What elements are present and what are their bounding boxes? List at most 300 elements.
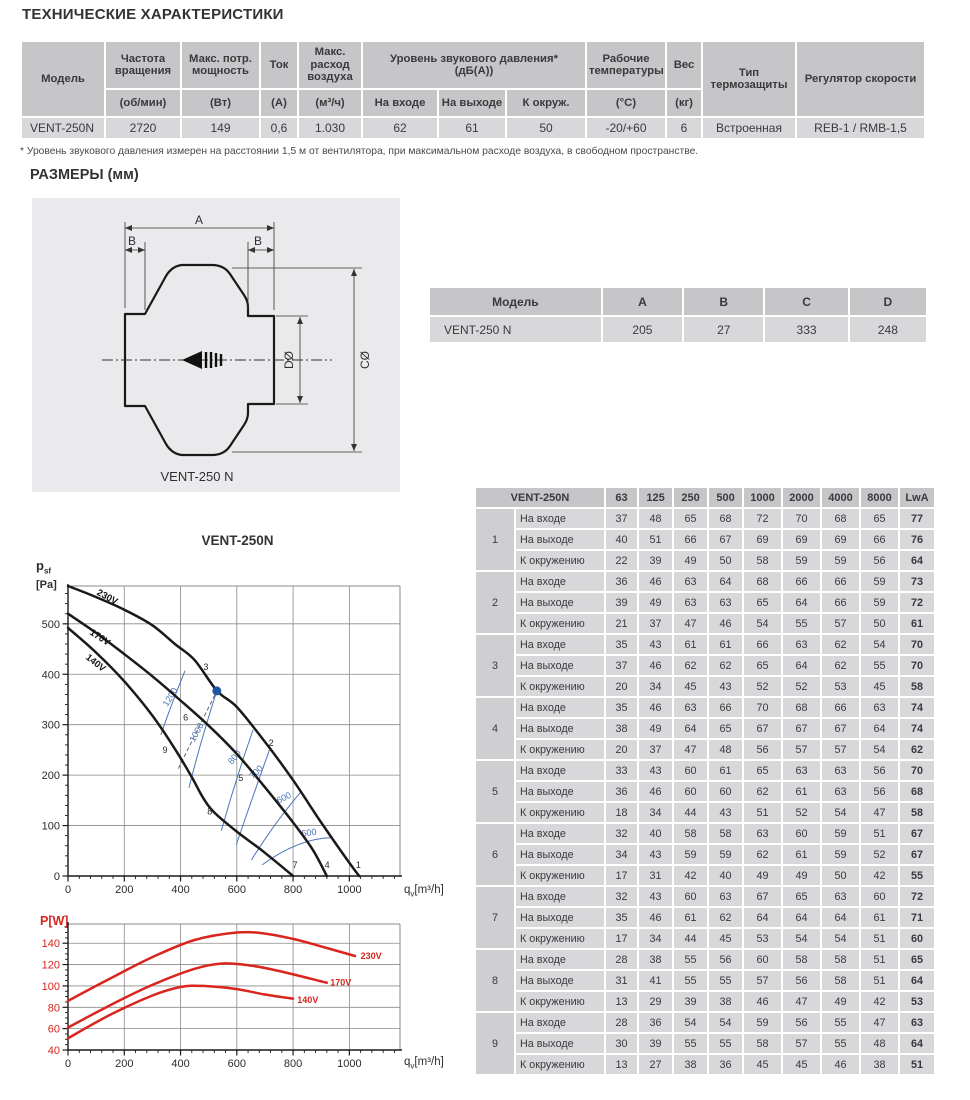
lwa-value: 68 — [900, 782, 934, 801]
measurement-label: На выходе — [516, 530, 604, 549]
freq-header: 1000 — [744, 488, 781, 507]
level-value: 65 — [744, 593, 781, 612]
level-value: 64 — [822, 908, 859, 927]
level-value: 46 — [744, 992, 781, 1011]
acoustic-row — [476, 971, 934, 990]
measurement-label: На входе — [516, 509, 604, 528]
level-value: 47 — [861, 803, 898, 822]
level-value: 32 — [606, 887, 637, 906]
level-value: 40 — [709, 866, 742, 885]
acoustic-row — [476, 572, 934, 591]
y-tick-label: 100 — [41, 980, 60, 993]
measurement-label: На выходе — [516, 782, 604, 801]
fan-chart-title: VENT-250N — [201, 533, 274, 548]
level-value: 66 — [822, 593, 859, 612]
y-tick-label: 100 — [41, 820, 60, 833]
spec-value-weight: 6 — [667, 118, 701, 138]
level-value: 67 — [822, 719, 859, 738]
level-value: 69 — [744, 530, 781, 549]
level-value: 69 — [822, 530, 859, 549]
level-value: 61 — [709, 635, 742, 654]
level-value: 42 — [861, 866, 898, 885]
level-value: 70 — [783, 509, 820, 528]
acoustic-row — [476, 824, 934, 843]
level-value: 64 — [744, 908, 781, 927]
spec-unit-temp: (°С) — [587, 90, 665, 116]
level-value: 29 — [639, 992, 672, 1011]
dim-col-d: D — [850, 288, 926, 315]
level-value: 63 — [822, 782, 859, 801]
x-tick-label: 800 — [283, 1058, 303, 1070]
level-value: 63 — [674, 698, 707, 717]
measurement-label: На входе — [516, 1013, 604, 1032]
level-value: 66 — [861, 530, 898, 549]
level-value: 57 — [822, 740, 859, 759]
level-value: 60 — [709, 782, 742, 801]
measurement-label: На входе — [516, 950, 604, 969]
measurement-label: На выходе — [516, 593, 604, 612]
level-value: 56 — [744, 740, 781, 759]
level-value: 47 — [783, 992, 820, 1011]
x-tick-label: 800 — [283, 884, 303, 896]
level-value: 72 — [744, 509, 781, 528]
level-value: 59 — [783, 551, 820, 570]
level-value: 57 — [783, 1034, 820, 1053]
lwa-value: 60 — [900, 929, 934, 948]
level-value: 58 — [744, 1034, 781, 1053]
level-value: 61 — [783, 845, 820, 864]
level-value: 46 — [639, 698, 672, 717]
freq-header: 63 — [606, 488, 637, 507]
lwa-value: 72 — [900, 887, 934, 906]
level-value: 13 — [606, 1055, 637, 1074]
level-value: 63 — [674, 572, 707, 591]
level-value: 48 — [861, 1034, 898, 1053]
level-value: 65 — [744, 761, 781, 780]
level-value: 58 — [709, 824, 742, 843]
level-value: 44 — [674, 929, 707, 948]
group-number: 5 — [476, 761, 514, 822]
measurement-label: На входе — [516, 698, 604, 717]
operating-point-marker — [212, 686, 221, 695]
spec-col-thermal: Тип термозащиты — [703, 42, 795, 116]
lwa-value: 53 — [900, 992, 934, 1011]
level-value: 53 — [822, 677, 859, 696]
level-value: 58 — [674, 824, 707, 843]
airflow-axis-label — [404, 884, 444, 898]
lwa-value: 70 — [900, 635, 934, 654]
footnote: * Уровень звукового давления измерен на расстоянии 1,5 м от вентилятора, при максимальном расходе воздуха, в свободном пространстве. — [20, 146, 699, 157]
rpm-contour-800 — [221, 730, 253, 831]
spec-value-model: VENT-250N — [22, 118, 104, 138]
level-value: 51 — [639, 530, 672, 549]
level-value: 37 — [606, 509, 637, 528]
level-value: 47 — [861, 1013, 898, 1032]
x-tick-label: 400 — [171, 884, 190, 896]
lwa-value: 72 — [900, 593, 934, 612]
level-value: 38 — [861, 1055, 898, 1074]
qv-sub: v — [410, 1061, 415, 1071]
dim-value-c: 333 — [765, 317, 847, 342]
level-value: 62 — [744, 782, 781, 801]
level-value: 43 — [639, 887, 672, 906]
lwa-value: 64 — [900, 1034, 934, 1053]
qv-base: q — [404, 884, 411, 896]
acoustic-header-row — [476, 488, 934, 507]
lwa-value: 70 — [900, 761, 934, 780]
dim-label-D: DØ — [282, 351, 296, 369]
measurement-label: К окружению — [516, 866, 604, 885]
level-value: 56 — [709, 950, 742, 969]
level-value: 58 — [744, 551, 781, 570]
level-value: 52 — [744, 677, 781, 696]
level-value: 50 — [822, 866, 859, 885]
qv-sub: v — [410, 889, 415, 899]
rpm-contour-label: 1000 — [187, 721, 206, 744]
lwa-value: 71 — [900, 908, 934, 927]
spec-value-power: 149 — [182, 118, 259, 138]
curve-170V — [68, 963, 327, 1027]
level-value: 56 — [861, 551, 898, 570]
noise-header-line1: Уровень звукового давления* — [390, 52, 558, 65]
level-value: 35 — [606, 698, 637, 717]
operating-point-4: 4 — [324, 859, 330, 870]
level-value: 65 — [674, 509, 707, 528]
spec-col-model: Модель — [22, 42, 104, 116]
level-value: 66 — [674, 530, 707, 549]
level-value: 64 — [783, 908, 820, 927]
level-value: 46 — [822, 1055, 859, 1074]
level-value: 34 — [639, 929, 672, 948]
x-tick-label: 1000 — [337, 884, 362, 896]
spec-value-noise-in: 62 — [363, 118, 437, 138]
curve-label-170V: 170V — [330, 977, 352, 988]
level-value: 62 — [674, 656, 707, 675]
level-value: 21 — [606, 614, 637, 633]
level-value: 46 — [709, 614, 742, 633]
level-value: 49 — [639, 719, 672, 738]
curve-170V — [68, 614, 327, 876]
spec-unit-power: (Вт) — [182, 90, 259, 116]
x-tick-label: 200 — [115, 884, 134, 896]
level-value: 46 — [639, 782, 672, 801]
lwa-value: 67 — [900, 824, 934, 843]
dimension-drawing-panel — [32, 198, 400, 492]
x-tick-label: 200 — [115, 1058, 134, 1070]
level-value: 69 — [783, 530, 820, 549]
level-value: 63 — [709, 887, 742, 906]
level-value: 48 — [639, 509, 672, 528]
dim-label-A: A — [194, 213, 204, 227]
level-value: 63 — [709, 593, 742, 612]
level-value: 57 — [822, 614, 859, 633]
level-value: 68 — [709, 509, 742, 528]
acoustic-row — [476, 1013, 934, 1032]
level-value: 60 — [674, 782, 707, 801]
measurement-label: На выходе — [516, 845, 604, 864]
airflow-axis-label-2 — [404, 1056, 444, 1070]
spec-col-weight: Вес — [667, 42, 701, 88]
spec-col-temp: Рабочие температуры — [587, 42, 665, 88]
level-value: 63 — [822, 887, 859, 906]
level-value: 43 — [639, 845, 672, 864]
level-value: 34 — [639, 803, 672, 822]
acoustic-row — [476, 509, 934, 528]
level-value: 43 — [639, 635, 672, 654]
level-value: 58 — [822, 950, 859, 969]
level-value: 38 — [709, 992, 742, 1011]
acoustic-row — [476, 719, 934, 738]
dim-B-left-lines — [125, 242, 145, 310]
level-value: 63 — [861, 698, 898, 717]
acoustic-row — [476, 677, 934, 696]
level-value: 32 — [606, 824, 637, 843]
operating-point-6: 6 — [183, 712, 189, 723]
rpm-contour-label: 800 — [225, 748, 244, 767]
dim-value-model: VENT-250 N — [430, 317, 601, 342]
dim-col-model: Модель — [430, 288, 601, 315]
freq-header: LwA — [900, 488, 934, 507]
level-value: 38 — [674, 1055, 707, 1074]
lwa-value: 65 — [900, 950, 934, 969]
spec-col-noise — [363, 42, 585, 88]
level-value: 66 — [744, 635, 781, 654]
acoustic-row — [476, 866, 934, 885]
lwa-value: 62 — [900, 740, 934, 759]
level-value: 63 — [674, 593, 707, 612]
level-value: 38 — [606, 719, 637, 738]
level-value: 59 — [861, 593, 898, 612]
level-value: 51 — [861, 929, 898, 948]
level-value: 54 — [861, 740, 898, 759]
spec-col-airflow: Макс. расход воздуха — [299, 42, 361, 88]
spec-value-airflow: 1.030 — [299, 118, 361, 138]
level-value: 62 — [709, 656, 742, 675]
acoustic-row — [476, 740, 934, 759]
lwa-value: 61 — [900, 614, 934, 633]
acoustic-row — [476, 551, 934, 570]
acoustic-row — [476, 782, 934, 801]
acoustic-row — [476, 593, 934, 612]
x-tick-label: 0 — [64, 884, 72, 896]
level-value: 36 — [606, 782, 637, 801]
level-value: 56 — [783, 971, 820, 990]
level-value: 51 — [861, 824, 898, 843]
level-value: 55 — [822, 1013, 859, 1032]
y-tick-label: 400 — [41, 669, 60, 682]
level-value: 36 — [606, 572, 637, 591]
level-value: 53 — [744, 929, 781, 948]
level-value: 36 — [639, 1013, 672, 1032]
acoustic-row — [476, 698, 934, 717]
level-value: 67 — [783, 719, 820, 738]
operating-point-3: 3 — [203, 662, 209, 673]
level-value: 20 — [606, 677, 637, 696]
level-value: 35 — [606, 635, 637, 654]
group-number: 9 — [476, 1013, 514, 1074]
measurement-label: К окружению — [516, 551, 604, 570]
lwa-value: 73 — [900, 572, 934, 591]
level-value: 49 — [674, 551, 707, 570]
level-value: 54 — [674, 1013, 707, 1032]
spec-value-noise-out: 61 — [439, 118, 505, 138]
qv-unit: [m³/h] — [414, 884, 444, 896]
level-value: 52 — [861, 845, 898, 864]
lwa-value: 63 — [900, 1013, 934, 1032]
spec-value-noise-amb: 50 — [507, 118, 585, 138]
level-value: 42 — [861, 992, 898, 1011]
spec-value-speed: 2720 — [106, 118, 180, 138]
level-value: 68 — [783, 698, 820, 717]
freq-header: 4000 — [822, 488, 859, 507]
rpm-contour-label: 600 — [274, 789, 293, 806]
level-value: 43 — [709, 677, 742, 696]
level-value: 59 — [822, 845, 859, 864]
level-value: 40 — [606, 530, 637, 549]
spec-sub-noise-in: На входе — [363, 90, 437, 116]
level-value: 60 — [674, 761, 707, 780]
level-value: 55 — [861, 656, 898, 675]
measurement-label: К окружению — [516, 1055, 604, 1074]
measurement-label: На выходе — [516, 908, 604, 927]
acoustic-row — [476, 803, 934, 822]
page-title: ТЕХНИЧЕСКИЕ ХАРАКТЕРИСТИКИ — [22, 6, 284, 23]
level-value: 37 — [639, 614, 672, 633]
level-value: 67 — [709, 530, 742, 549]
y-tick-label: 60 — [47, 1023, 60, 1036]
group-number: 4 — [476, 698, 514, 759]
level-value: 54 — [709, 1013, 742, 1032]
level-value: 35 — [606, 908, 637, 927]
level-value: 17 — [606, 929, 637, 948]
level-value: 56 — [861, 761, 898, 780]
curve-230V — [68, 932, 355, 1001]
level-value: 61 — [709, 761, 742, 780]
operating-point-1: 1 — [355, 859, 361, 870]
spec-value-regulator: REB-1 / RMB-1,5 — [797, 118, 924, 138]
group-number: 3 — [476, 635, 514, 696]
level-value: 45 — [861, 677, 898, 696]
y-tick-label: 80 — [47, 1002, 60, 1015]
dim-value-a: 205 — [603, 317, 682, 342]
level-value: 50 — [861, 614, 898, 633]
measurement-label: На входе — [516, 635, 604, 654]
level-value: 39 — [674, 992, 707, 1011]
level-value: 63 — [783, 761, 820, 780]
level-value: 66 — [709, 698, 742, 717]
level-value: 45 — [744, 1055, 781, 1074]
level-value: 65 — [783, 887, 820, 906]
level-value: 30 — [606, 1034, 637, 1053]
level-value: 66 — [822, 572, 859, 591]
lwa-value: 51 — [900, 1055, 934, 1074]
acoustic-model-header: VENT-250N — [476, 488, 604, 507]
curve-label-230V: 230V — [360, 951, 382, 962]
level-value: 39 — [639, 551, 672, 570]
level-value: 58 — [783, 950, 820, 969]
level-value: 52 — [783, 677, 820, 696]
operating-point-9: 9 — [162, 744, 168, 755]
measurement-label: К окружению — [516, 803, 604, 822]
level-value: 60 — [861, 887, 898, 906]
level-value: 54 — [783, 929, 820, 948]
level-value: 54 — [822, 929, 859, 948]
level-value: 70 — [744, 698, 781, 717]
acoustic-table — [474, 486, 936, 1076]
level-value: 49 — [639, 593, 672, 612]
level-value: 55 — [709, 1034, 742, 1053]
spec-col-speed: Частота вращения — [106, 42, 180, 88]
group-number: 8 — [476, 950, 514, 1011]
level-value: 46 — [639, 908, 672, 927]
spec-value-thermal: Встроенная — [703, 118, 795, 138]
level-value: 55 — [674, 1034, 707, 1053]
level-value: 38 — [639, 950, 672, 969]
y-tick-label: 40 — [47, 1045, 60, 1057]
level-value: 34 — [606, 845, 637, 864]
spec-unit-speed: (об/мин) — [106, 90, 180, 116]
acoustic-row — [476, 887, 934, 906]
level-value: 57 — [783, 740, 820, 759]
level-value: 45 — [709, 929, 742, 948]
level-value: 17 — [606, 866, 637, 885]
level-value: 47 — [674, 614, 707, 633]
dim-value-d: 248 — [850, 317, 926, 342]
level-value: 62 — [822, 656, 859, 675]
measurement-label: На входе — [516, 824, 604, 843]
spec-unit-current: (А) — [261, 90, 297, 116]
curve-label-140V: 140V — [297, 994, 319, 1005]
dimensions-table — [428, 286, 928, 344]
level-value: 49 — [822, 992, 859, 1011]
y-tick-label: 0 — [53, 871, 60, 883]
group-number: 6 — [476, 824, 514, 885]
acoustic-row — [476, 929, 934, 948]
level-value: 55 — [674, 950, 707, 969]
lwa-value: 77 — [900, 509, 934, 528]
level-value: 56 — [861, 782, 898, 801]
level-value: 55 — [674, 971, 707, 990]
dim-col-a: A — [603, 288, 682, 315]
level-value: 61 — [861, 908, 898, 927]
acoustic-row — [476, 656, 934, 675]
lwa-value: 74 — [900, 719, 934, 738]
operating-point-8: 8 — [207, 806, 213, 817]
measurement-label: К окружению — [516, 740, 604, 759]
qv-unit: [m³/h] — [414, 1056, 444, 1068]
level-value: 66 — [822, 698, 859, 717]
level-value: 51 — [744, 803, 781, 822]
dim-col-b: B — [684, 288, 763, 315]
y-tick-label: 300 — [41, 719, 60, 732]
level-value: 51 — [861, 950, 898, 969]
level-value: 64 — [674, 719, 707, 738]
x-tick-label: 1000 — [337, 1058, 362, 1070]
rpm-contour-label: 500 — [300, 826, 318, 839]
qv-base: q — [404, 1056, 411, 1068]
level-value: 68 — [822, 509, 859, 528]
level-value: 67 — [744, 887, 781, 906]
level-value: 68 — [744, 572, 781, 591]
curve-label-140V: 140V — [83, 652, 108, 675]
lwa-value: 58 — [900, 677, 934, 696]
psf-label-main: p — [36, 558, 44, 573]
level-value: 49 — [783, 866, 820, 885]
level-value: 61 — [674, 908, 707, 927]
level-value: 67 — [744, 719, 781, 738]
level-value: 62 — [709, 908, 742, 927]
dim-label-C: CØ — [358, 351, 372, 369]
